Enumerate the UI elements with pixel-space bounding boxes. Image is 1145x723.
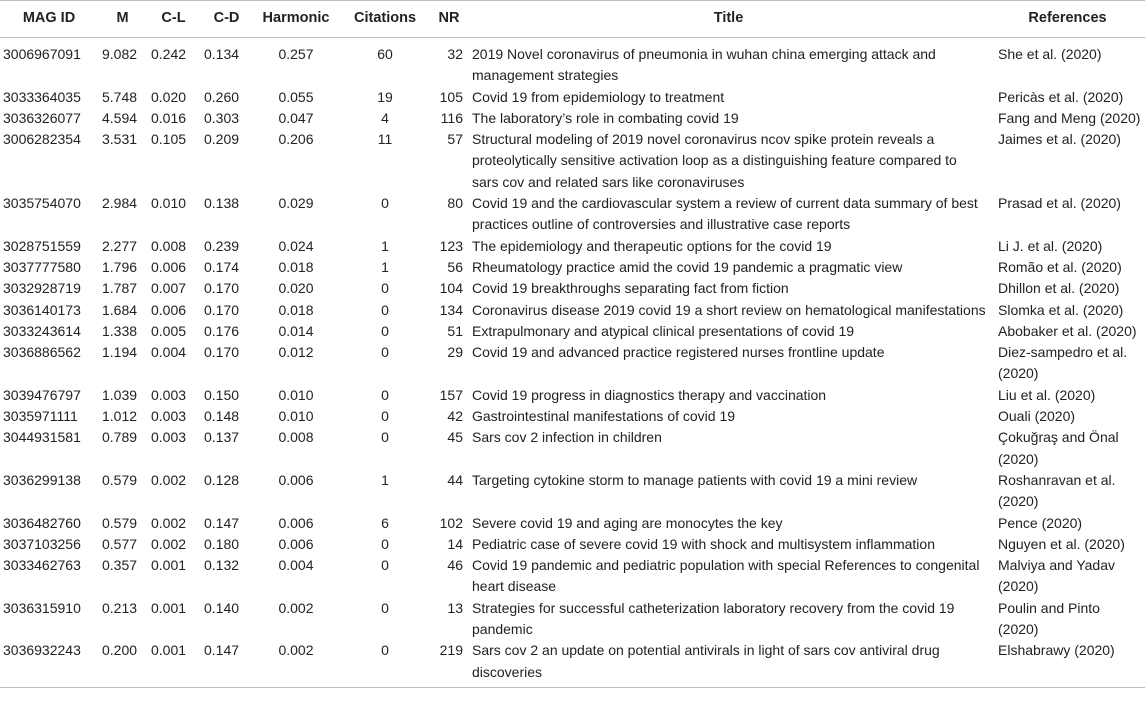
table-row <box>0 406 1145 427</box>
cell-c-l: 0.003 <box>151 429 187 446</box>
table-row <box>0 236 1145 257</box>
cell-title: Covid 19 from epidemiology to treatment <box>472 88 725 105</box>
cell-citations: 60 <box>377 46 393 62</box>
cell-references: Roshanravan et al. (2020) <box>998 471 1116 510</box>
cell-mag-id: 3006967091 <box>3 46 81 62</box>
cell-nr: 51 <box>447 322 463 339</box>
cell-harmonic: 0.010 <box>278 386 314 403</box>
cell-citations: 1 <box>381 471 389 488</box>
cell-nr: 116 <box>440 109 463 126</box>
cell-citations: 0 <box>381 280 389 297</box>
table-row <box>0 129 1145 193</box>
cell-title: Coronavirus disease 2019 covid 19 a short review on hematological manifestations <box>472 301 986 318</box>
cell-mag-id: 3033462763 <box>3 557 81 574</box>
cell-references: Li J. et al. (2020) <box>998 237 1103 254</box>
header-c-l: C-L <box>147 1 200 38</box>
cell-citations: 0 <box>381 322 389 339</box>
table-row <box>0 87 1145 108</box>
cell-title: Extrapulmonary and atypical clinical presentations of covid 19 <box>472 322 855 339</box>
cell-c-d: 0.174 <box>204 258 240 275</box>
cell-harmonic: 0.006 <box>278 514 314 531</box>
header-references: References <box>990 1 1145 38</box>
cell-c-l: 0.001 <box>151 557 187 574</box>
header-harmonic: Harmonic <box>253 1 339 38</box>
cell-references: Fang and Meng (2020) <box>998 109 1141 126</box>
cell-nr: 104 <box>439 280 463 297</box>
cell-m: 1.796 <box>102 258 138 275</box>
cell-nr: 13 <box>447 599 463 616</box>
cell-references: Dhillon et al. (2020) <box>998 280 1120 297</box>
table-row <box>0 342 1145 385</box>
cell-references: Elshabrawy (2020) <box>990 640 1145 687</box>
cell-references: Pericàs et al. (2020) <box>998 88 1124 105</box>
table-row <box>0 534 1145 555</box>
header-title: Title <box>467 1 990 38</box>
table-row <box>0 513 1145 534</box>
table-header <box>0 1 1145 38</box>
cell-citations: 0 <box>381 429 389 446</box>
cell-harmonic: 0.257 <box>278 46 314 62</box>
cell-c-d: 0.140 <box>204 599 240 616</box>
cell-citations: 4 <box>381 109 389 126</box>
cell-mag-id: 3036140173 <box>3 301 81 318</box>
cell-citations: 1 <box>381 237 389 254</box>
cell-c-d: 0.176 <box>204 322 240 339</box>
cell-c-d: 0.148 <box>204 408 240 425</box>
cell-references: Nguyen et al. (2020) <box>998 535 1125 552</box>
cell-citations: 11 <box>377 131 393 148</box>
cell-m: 5.748 <box>102 88 138 105</box>
cell-m: 0.579 <box>102 471 138 488</box>
cell-mag-id: 3036315910 <box>3 599 81 616</box>
cell-m: 1.012 <box>102 408 138 425</box>
cell-c-l: 0.005 <box>151 322 187 339</box>
table-row <box>0 470 1145 513</box>
cell-c-d: 0.137 <box>204 429 240 446</box>
cell-harmonic: 0.029 <box>278 195 314 212</box>
cell-mag-id: 3006282354 <box>3 131 81 148</box>
cell-m: 0.579 <box>102 514 138 531</box>
cell-c-d: 0.128 <box>204 471 240 488</box>
cell-c-l: 0.003 <box>151 408 187 425</box>
cell-title: Covid 19 breakthroughs separating fact from fiction <box>472 280 789 297</box>
cell-title: Gastrointestinal manifestations of covid 19 <box>472 408 736 425</box>
cell-c-d: 0.134 <box>204 46 240 62</box>
cell-mag-id: 3037777580 <box>3 258 81 275</box>
cell-c-l: 0.010 <box>151 195 187 212</box>
cell-nr: 45 <box>447 429 463 446</box>
cell-c-d: 0.147 <box>200 640 253 687</box>
cell-references: Malviya and Yadav (2020) <box>998 557 1115 595</box>
cell-m: 1.338 <box>102 322 138 339</box>
cell-references: Prasad et al. (2020) <box>998 195 1121 212</box>
cell-nr: 42 <box>447 408 463 425</box>
cell-c-d: 0.170 <box>204 344 240 361</box>
cell-m: 1.684 <box>102 301 138 318</box>
cell-title: The epidemiology and therapeutic options for the covid 19 <box>472 237 832 254</box>
cell-mag-id: 3035971111 <box>3 408 78 425</box>
cell-c-l: 0.002 <box>151 535 187 552</box>
cell-harmonic: 0.002 <box>253 640 339 687</box>
cell-harmonic: 0.020 <box>278 280 314 297</box>
cell-title: 2019 Novel coronavirus of pneumonia in wuhan china emerging attack and management strategies <box>472 46 936 84</box>
cell-harmonic: 0.008 <box>278 429 314 446</box>
cell-c-d: 0.209 <box>204 131 240 148</box>
header-nr: NR <box>431 1 467 38</box>
cell-c-d: 0.303 <box>204 109 240 126</box>
cell-harmonic: 0.014 <box>278 322 314 339</box>
cell-mag-id: 3033243614 <box>3 322 81 339</box>
cell-c-d: 0.150 <box>204 386 240 403</box>
cell-nr: 57 <box>447 131 463 148</box>
cell-nr: 46 <box>447 557 463 574</box>
cell-nr: 123 <box>439 237 463 254</box>
cell-citations: 0 <box>339 640 431 687</box>
cell-c-l: 0.001 <box>147 640 200 687</box>
cell-citations: 6 <box>381 514 389 531</box>
header-c-d: C-D <box>200 1 253 38</box>
cell-mag-id: 3036932243 <box>0 640 98 687</box>
cell-title: Rheumatology practice amid the covid 19 pandemic a pragmatic view <box>472 258 903 275</box>
cell-mag-id: 3039476797 <box>3 386 81 403</box>
cell-citations: 0 <box>381 408 389 425</box>
cell-nr: 32 <box>447 46 463 62</box>
cell-references: Diez-sampedro et al. (2020) <box>998 344 1128 382</box>
header-mag-id: MAG ID <box>0 1 98 38</box>
cell-c-l: 0.016 <box>151 109 187 126</box>
cell-c-d: 0.180 <box>204 535 240 552</box>
cell-nr: 102 <box>439 514 463 531</box>
cell-m: 2.277 <box>102 237 138 254</box>
cell-references: Ouali (2020) <box>998 408 1076 425</box>
cell-harmonic: 0.002 <box>278 599 314 616</box>
cell-c-d: 0.260 <box>204 88 240 105</box>
cell-title: Severe covid 19 and aging are monocytes the key <box>472 514 783 531</box>
cell-harmonic: 0.006 <box>278 535 314 552</box>
cell-harmonic: 0.206 <box>278 131 314 148</box>
cell-citations: 1 <box>381 258 389 275</box>
cell-nr: 29 <box>447 344 463 361</box>
table-row <box>0 640 1145 687</box>
cell-m: 0.200 <box>98 640 147 687</box>
table-row <box>0 108 1145 129</box>
table-row <box>0 598 1145 641</box>
cell-c-l: 0.003 <box>151 386 187 403</box>
cell-references: Çokuğraş and Önal (2020) <box>998 429 1119 467</box>
cell-mag-id: 3044931581 <box>3 429 81 446</box>
cell-title: Pediatric case of severe covid 19 with shock and multisystem inflammation <box>472 535 935 552</box>
header-row <box>0 1 1145 38</box>
cell-nr: 80 <box>447 195 463 212</box>
cell-m: 0.789 <box>102 429 138 446</box>
cell-references: Romão et al. (2020) <box>998 258 1122 275</box>
table-row <box>0 300 1145 321</box>
cell-m: 0.357 <box>102 557 138 574</box>
cell-title: Sars cov 2 infection in children <box>472 429 662 446</box>
cell-title: Covid 19 and advanced practice registered nurses frontline update <box>472 344 885 361</box>
cell-c-l: 0.008 <box>151 237 187 254</box>
cell-nr: 14 <box>447 535 463 552</box>
table-row <box>0 427 1145 470</box>
cell-c-l: 0.004 <box>151 344 187 361</box>
cell-nr: 134 <box>439 301 463 318</box>
cell-c-l: 0.006 <box>151 258 187 275</box>
cell-citations: 0 <box>381 301 389 318</box>
cell-c-d: 0.132 <box>204 557 240 574</box>
cell-title: Strategies for successful catheterization laboratory recovery from the covid 19 pandemic <box>472 599 955 638</box>
cell-c-l: 0.105 <box>151 131 187 148</box>
cell-c-l: 0.002 <box>151 514 187 531</box>
cell-c-d: 0.138 <box>204 195 240 212</box>
cell-harmonic: 0.012 <box>278 344 314 361</box>
table-row <box>0 385 1145 406</box>
cell-m: 1.039 <box>102 386 138 403</box>
cell-c-l: 0.007 <box>151 280 187 297</box>
cell-references: Poulin and Pinto (2020) <box>998 599 1100 638</box>
cell-references: She et al. (2020) <box>998 46 1102 62</box>
cell-m: 3.531 <box>102 131 138 148</box>
cell-references: Pence (2020) <box>998 514 1083 531</box>
cell-nr: 56 <box>447 258 463 275</box>
cell-c-d: 0.170 <box>204 280 240 297</box>
header-m: M <box>98 1 147 38</box>
cell-c-d: 0.147 <box>204 514 240 531</box>
table-row <box>0 193 1145 236</box>
cell-harmonic: 0.018 <box>278 258 314 275</box>
cell-m: 1.787 <box>102 280 138 297</box>
cell-mag-id: 3036886562 <box>3 344 81 361</box>
cell-m: 9.082 <box>102 46 138 62</box>
table-row <box>0 278 1145 299</box>
cell-title: Covid 19 and the cardiovascular system a review of current data summary of best practices outline of controversies and illustrative case reports <box>472 195 978 233</box>
cell-mag-id: 3036326077 <box>3 109 81 126</box>
cell-title: The laboratory’s role in combating covid 19 <box>472 109 739 126</box>
cell-mag-id: 3036299138 <box>3 471 81 488</box>
cell-citations: 0 <box>381 344 389 361</box>
cell-harmonic: 0.006 <box>278 471 314 488</box>
cell-citations: 0 <box>381 557 389 574</box>
cell-m: 0.213 <box>102 599 138 616</box>
cell-m: 2.984 <box>102 195 138 212</box>
cell-citations: 0 <box>381 535 389 552</box>
header-citations: Citations <box>339 1 431 38</box>
cell-references: Abobaker et al. (2020) <box>998 322 1137 339</box>
cell-citations: 0 <box>381 195 389 212</box>
cell-nr: 105 <box>439 88 463 105</box>
cell-title: Structural modeling of 2019 novel coronavirus ncov spike protein reveals a proteolytically sensitive activation loop as a distinguishing feature compared to sars cov and related sars like coronaviruses <box>472 131 957 190</box>
cell-c-d: 0.170 <box>204 301 240 318</box>
cell-title: Covid 19 pandemic and pediatric population with special References to congenital heart disease <box>472 557 980 595</box>
cell-nr: 157 <box>439 386 463 403</box>
cell-citations: 0 <box>381 599 389 616</box>
cell-c-l: 0.020 <box>151 88 187 105</box>
cell-citations: 19 <box>377 88 393 105</box>
cell-c-l: 0.006 <box>151 301 187 318</box>
cell-c-l: 0.002 <box>151 471 187 488</box>
cell-citations: 0 <box>381 386 389 403</box>
cell-m: 0.577 <box>102 535 138 552</box>
cell-harmonic: 0.047 <box>278 109 314 126</box>
cell-m: 4.594 <box>102 109 138 126</box>
cell-c-l: 0.242 <box>151 46 187 62</box>
cell-mag-id: 3033364035 <box>3 88 81 105</box>
cell-mag-id: 3036482760 <box>3 514 81 531</box>
table-body <box>0 38 1145 688</box>
cell-harmonic: 0.010 <box>278 408 314 425</box>
cell-title: Sars cov 2 an update on potential antivirals in light of sars cov antiviral drug discoveries <box>467 640 990 687</box>
table-row <box>0 257 1145 278</box>
cell-harmonic: 0.004 <box>278 557 314 574</box>
cell-c-d: 0.239 <box>204 237 240 254</box>
cell-m: 1.194 <box>102 344 138 361</box>
cell-harmonic: 0.024 <box>278 237 314 254</box>
cell-harmonic: 0.018 <box>278 301 314 318</box>
cell-references: Slomka et al. (2020) <box>998 301 1124 318</box>
cell-mag-id: 3037103256 <box>3 535 81 552</box>
cell-references: Liu et al. (2020) <box>998 386 1096 403</box>
cell-mag-id: 3032928719 <box>3 280 81 297</box>
table-row <box>0 321 1145 342</box>
cell-references: Jaimes et al. (2020) <box>998 131 1121 148</box>
cell-c-l: 0.001 <box>151 599 187 616</box>
table-row <box>0 555 1145 598</box>
cell-title: Targeting cytokine storm to manage patients with covid 19 a mini review <box>472 471 918 488</box>
cell-harmonic: 0.055 <box>278 88 314 105</box>
table-row <box>0 38 1145 87</box>
cell-nr: 44 <box>447 471 463 488</box>
cell-title: Covid 19 progress in diagnostics therapy and vaccination <box>472 386 827 403</box>
cell-nr: 219 <box>431 640 467 687</box>
cell-mag-id: 3035754070 <box>3 195 81 212</box>
cell-mag-id: 3028751559 <box>3 237 81 254</box>
